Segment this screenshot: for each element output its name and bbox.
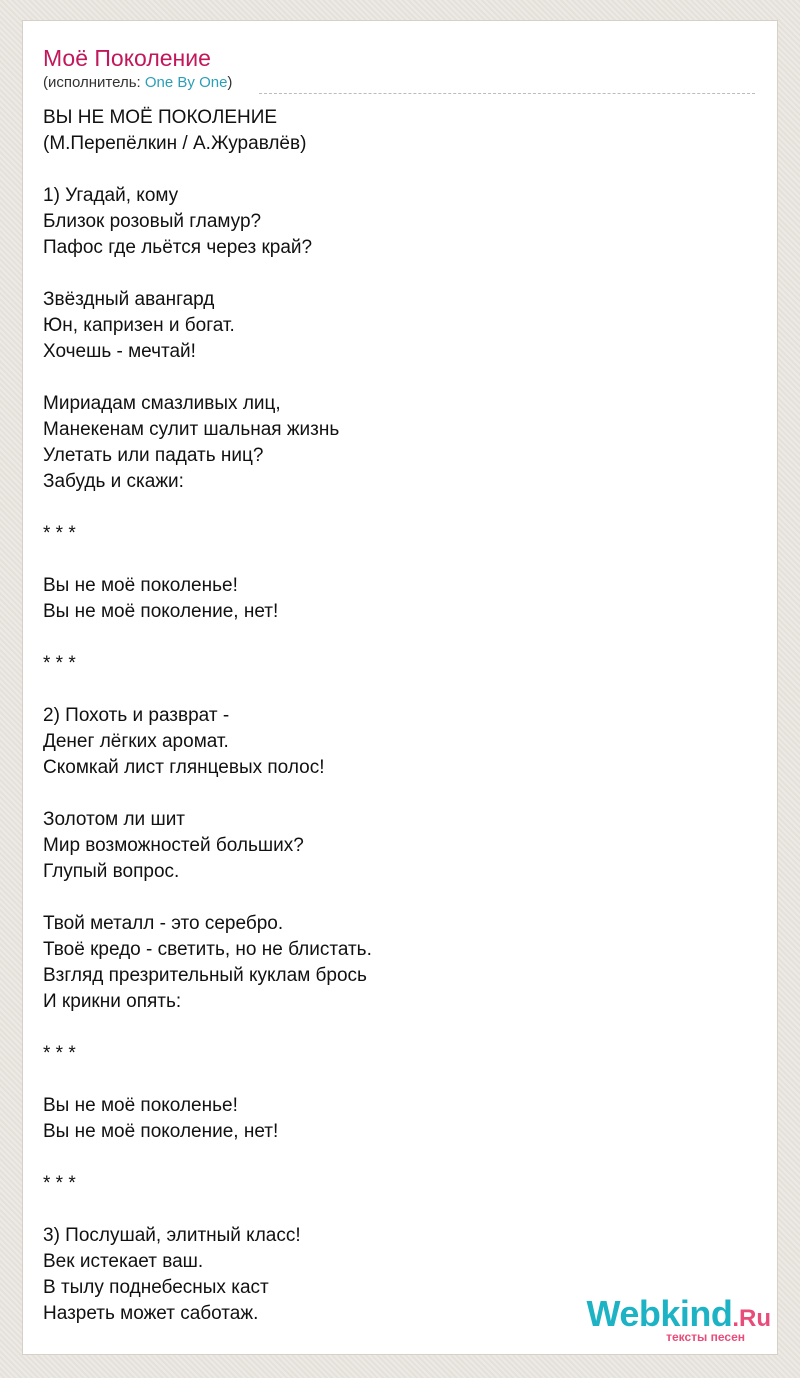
lyrics-text: ВЫ НЕ МОЁ ПОКОЛЕНИЕ (М.Перепёлкин / А.Журавлёв) 1) Угадай, кому Близок розовый гламур? Пафос где льётся через край? Звёздный авангард Юн, капризен и богат. Хочешь - мечтай! Мириадам смазливых лиц, Манекенам сулит шальная жизнь Улетать или падать ниц? Забудь и скажи: * * * Вы не моё поколенье! Вы не моё поколение, нет! * * * 2) Похоть и разврат - Денег лёгких аромат. Скомкай лист глянцевых полос! Золотом ли шит Мир возможностей больших? Глупый вопрос. Твой металл - это серебро. Твоё кредо - светить, но не блистать. Взгляд презрительный куклам брось И крикни опять: * * * Вы не моё поколенье! Вы не моё поколение, нет! * * * 3) Послушай, элитный класс! Век истекает ваш. В тылу поднебесных каст Назреть может саботаж. [43,107,372,1324]
divider [259,93,755,94]
lyrics-card [22,20,778,1355]
artist-suffix: ) [227,74,233,91]
logo-name: Webkind [586,1293,733,1334]
artist-prefix: (исполнитель: [43,74,145,91]
artist-link[interactable]: One By One [144,74,228,91]
site-logo[interactable] [571,1294,771,1346]
song-title: Моё Поколение [43,45,211,71]
artist-line [43,74,232,92]
logo-tld: .Ru [732,1305,771,1332]
logo-tagline: тексты песен [666,1330,745,1344]
